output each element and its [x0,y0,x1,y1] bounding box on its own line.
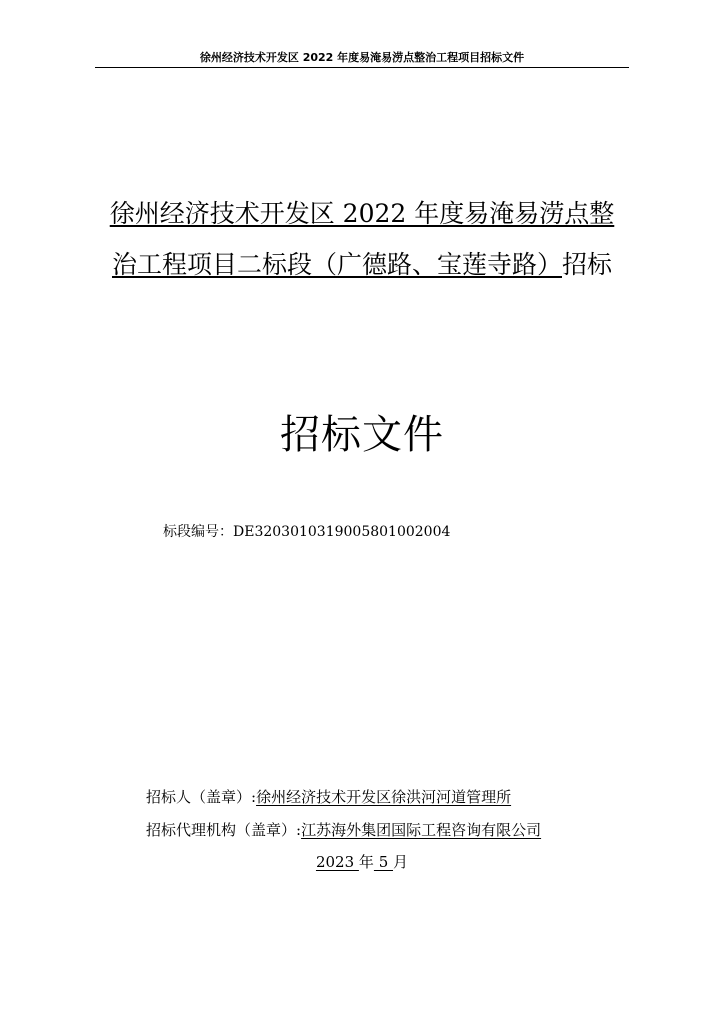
tenderer-label: 招标人（盖章）: [146,788,257,806]
project-title-line-1-text: 徐州经济技术开发区 2022 年度易淹易涝点整 [109,199,615,228]
document-type-title: 招标文件 [280,412,444,458]
running-header: 徐州经济技术开发区 2022 年度易淹易涝点整治工程项目招标文件 [199,51,525,64]
section-code-value: DE3203010319005801002004 [233,524,451,540]
date-year: 2023 [315,853,359,871]
date-month-unit: 月 [393,853,409,871]
tenderer-value: 徐州经济技术开发区徐洪河河道管理所 [256,788,512,806]
header-rule [95,67,629,68]
date-month: 5 [373,853,394,871]
agency-value: 江苏海外集团国际工程咨询有限公司 [301,821,542,839]
project-title-line-2-text: 治工程项目二标段（广德路、宝莲寺路） [111,250,562,279]
agency-label: 招标代理机构（盖章）: [146,821,302,839]
project-title [95,188,629,290]
project-title-line-2-tail: 招标 [562,250,613,279]
project-title-line-2 [95,239,629,290]
date-year-unit: 年 [358,853,374,871]
section-code [163,521,450,541]
issue-date [0,851,724,872]
agency-line [146,819,541,840]
project-title-line-1 [95,188,629,239]
tenderer-line [146,786,511,807]
section-code-label: 标段编号： [163,524,233,540]
